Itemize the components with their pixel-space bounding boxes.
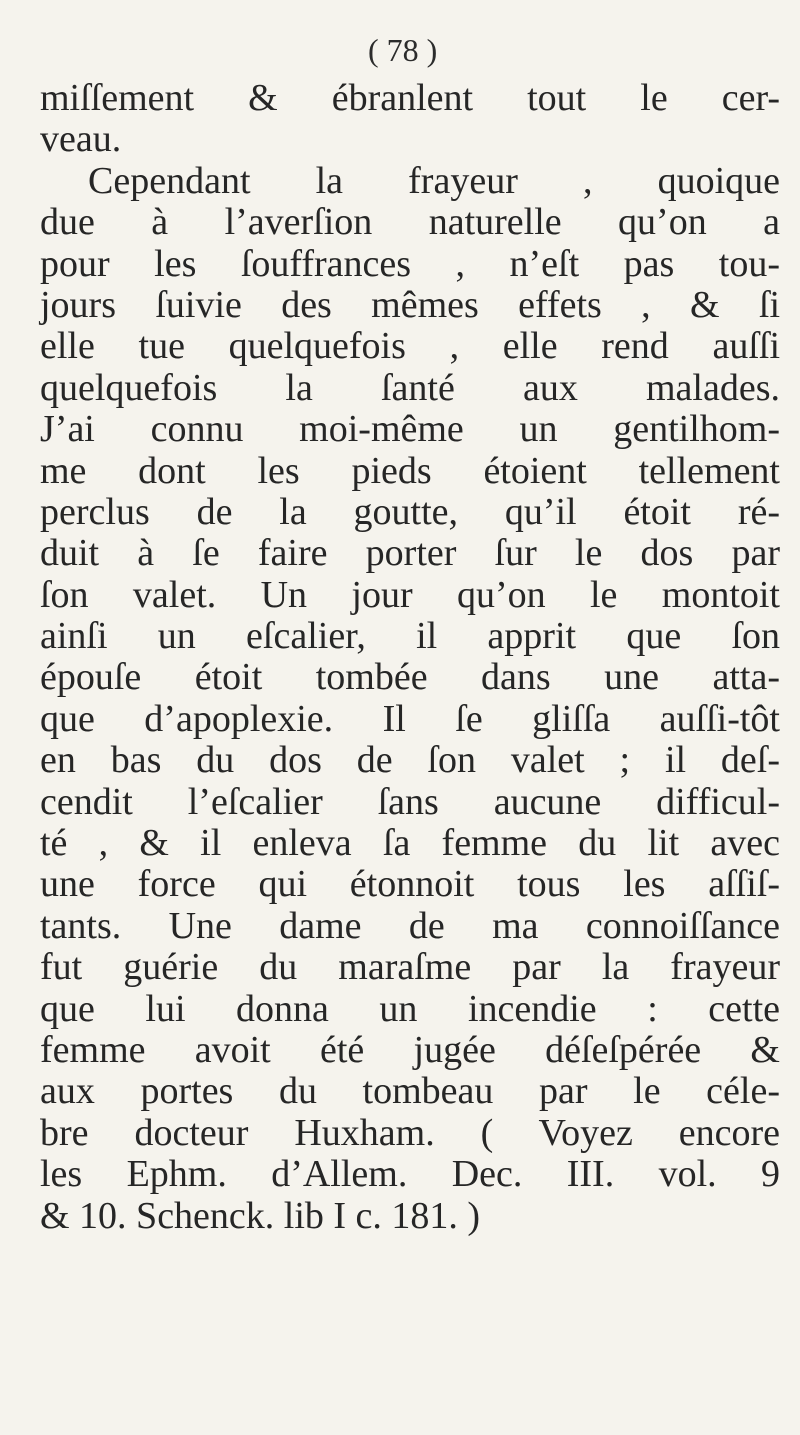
body-text xyxy=(40,78,780,1237)
text-line: Cependant la frayeur , quoique xyxy=(88,159,780,202)
text-line: elle tue quelquefois , elle rend auſſi xyxy=(40,325,780,368)
text-line: femme avoit été jugée déſeſpérée & xyxy=(40,1028,780,1071)
text-line: & 10. Schenck. lib I c. 181. ) xyxy=(40,1194,481,1237)
text-line: miſſement & ébranlent tout le cer- xyxy=(40,77,780,119)
text-line: une force qui étonnoit tous les aſſiſ- xyxy=(40,863,780,906)
text-line: ainſi un eſcalier, il apprit que ſon xyxy=(40,615,780,658)
page-number: ( 78 ) xyxy=(368,32,438,68)
text-line: té , & il enleva ſa femme du lit avec xyxy=(40,822,780,865)
text-line: fut guérie du maraſme par la frayeur xyxy=(40,946,780,989)
text-line: duit à ſe faire porter ſur le dos par xyxy=(40,532,780,575)
text-line: que lui donna un incendie : cette xyxy=(40,987,780,1030)
text-line: cendit l’eſcalier ſans aucune difficul- xyxy=(40,780,780,823)
text-line: quelquefois la ſanté aux malades. xyxy=(40,366,780,409)
text-line: bre docteur Huxham. ( Voyez encore xyxy=(40,1111,780,1154)
text-line: veau. xyxy=(40,118,122,161)
text-line: due à l’averſion naturelle qu’on a xyxy=(40,201,780,244)
text-line: J’ai connu moi-même un gentilhom- xyxy=(40,408,780,451)
text-line: que d’apoplexie. Il ſe gliſſa auſſi-tôt xyxy=(40,697,780,740)
text-line: épouſe étoit tombée dans une atta- xyxy=(40,656,780,699)
text-line: pour les ſouffrances , n’eſt pas tou- xyxy=(40,242,780,285)
text-line: les Ephm. d’Allem. Dec. III. vol. 9 xyxy=(40,1153,780,1196)
text-line: aux portes du tombeau par le céle- xyxy=(40,1070,780,1113)
text-line: perclus de la goutte, qu’il étoit ré- xyxy=(40,490,780,533)
text-line: ſon valet. Un jour qu’on le montoit xyxy=(40,573,780,616)
text-line: jours ſuivie des mêmes effets , & ſi xyxy=(40,283,780,326)
text-line: tants. Une dame de ma connoiſſance xyxy=(40,904,780,947)
text-line: en bas du dos de ſon valet ; il deſ- xyxy=(40,739,780,782)
text-line: me dont les pieds étoient tellement xyxy=(40,449,780,492)
